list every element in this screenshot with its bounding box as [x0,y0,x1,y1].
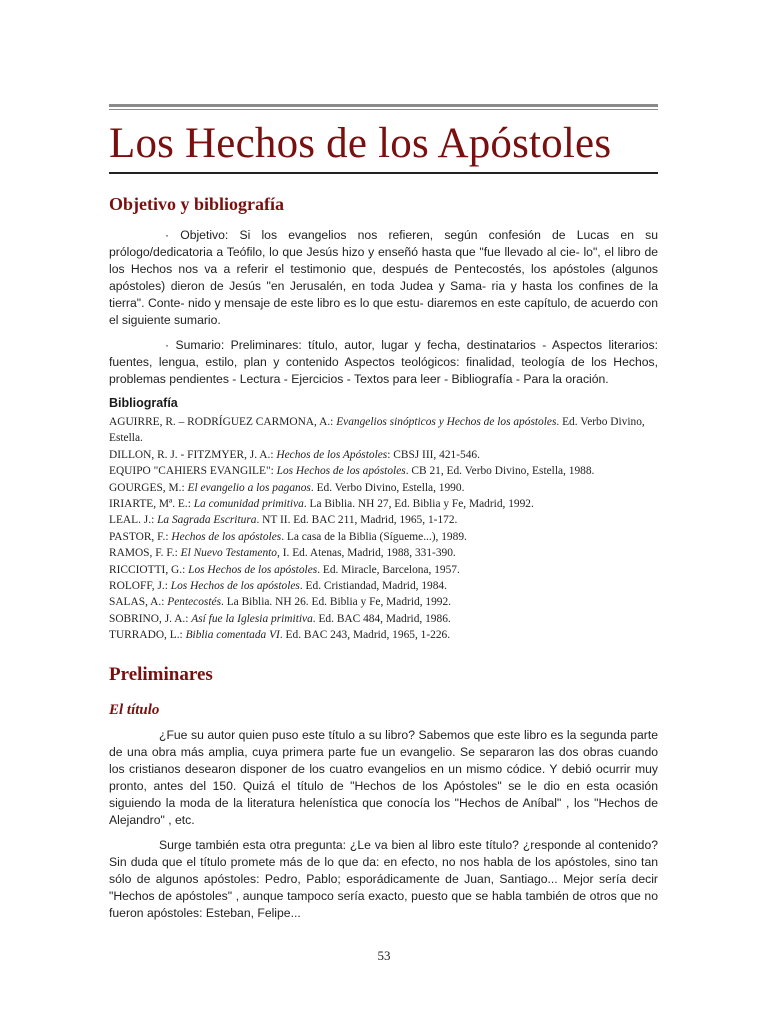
section-heading-objetivo: Objetivo y bibliografía [109,194,284,214]
bibliography-details: . Ed. Verbo Divino, Estella, 1990. [310,481,465,494]
page-title: Los Hechos de los Apóstoles [109,120,612,167]
bibliography-heading: Bibliografía [109,396,178,410]
bibliography-author: LEAL. J.: [109,514,158,527]
title-bottom-rule [109,172,658,174]
title-top-rule [109,104,658,110]
bibliography-entry [109,611,658,627]
bibliography-details: . NT II. Ed. BAC 211, Madrid, 1965, 1-172. [256,514,458,527]
bibliography-title: Los Hechos de los apóstoles [276,465,406,478]
bibliography-title: Hechos de los Apóstoles [276,448,388,461]
bibliography-title: Los Hechos de los apóstoles [170,580,300,593]
page-number: 53 [377,948,391,963]
bibliography-details: . La Biblia. NH 27, Ed. Biblia y Fe, Madrid, 1992. [303,498,534,511]
bibliography-author: RICCIOTTI, G.: [109,563,189,576]
page-body [109,104,658,930]
bibliography-author: PASTOR, F.: [109,530,172,543]
bibliography-title: La Sagrada Escritura [157,514,257,527]
bibliography-author: GOURGES, M.: [109,481,188,494]
bibliography-title: Pentecostés [167,596,222,609]
bibliography-entry [109,529,658,545]
bibliography-entry [109,545,658,561]
bibliography-entry [109,480,658,496]
bibliography-details: . Ed. Miracle, Barcelona, 1957. [317,563,460,576]
bibliography-details: . La Biblia. NH 26. Ed. Biblia y Fe, Madrid, 1992. [221,596,452,609]
bibliography-details: , I. Ed. Atenas, Madrid, 1988, 331-390. [277,547,456,560]
bibliography-entry [109,414,658,447]
bibliography-list [109,414,658,644]
bibliography-author: EQUIPO "CAHIERS EVANGILE": [109,465,277,478]
bibliography-title: El evangelio a los paganos [187,481,311,494]
bibliography-title: Biblia comentada VI [185,629,280,642]
bibliography-author: AGUIRRE, R. – RODRÍGUEZ CARMONA, A.: [109,416,337,428]
section-heading-preliminares: Preliminares [109,663,213,685]
bibliography-entry [109,447,658,463]
bibliography-author: IRIARTE, Mª. E.: [109,498,194,511]
titulo-paragraph-1: ¿Fue su autor quien puso este título a su libro? Sabemos que este libro es la segunda parte de una obra más amplia, cuya primera parte fue un evangelio. Se separaron las dos obras cuando los cristianos desearon disponer de los cuatro evangelios en un mismo códice. Y debió ocurrir muy pronto, antes del 150. Quizá el título de "Hechos de los Apóstoles" se le dio en esta ocasión siguiendo la moda de la literatura helenística que conocía los "Hechos de Aníbal" , los "Hechos de Alejandro" , etc. [109,727,658,827]
bibliography-author: RAMOS, F. F.: [109,547,181,560]
bibliography-details: . Ed. Verbo Divino, Estella. [109,416,645,445]
bibliography-author: SALAS, A.: [109,596,168,609]
bibliography-entry [109,594,658,610]
sumario-paragraph: · Sumario: Preliminares: título, autor, lugar y fecha, destinatarios - Aspectos literarios: fuentes, lengua, estilo, plan y contenido Aspectos teológicos: finalidad, teología de los Hechos, problemas pendientes - Lectura - Ejercicios - Textos para leer - Bibliografía - Para la oración. [109,338,658,386]
bibliography-details: . La casa de la Biblia (Sígueme...), 1989. [281,530,467,543]
bibliography-title: Evangelios sinópticos y Hechos de los apóstoles [336,416,557,428]
bibliography-author: DILLON, R. J. - FITZMYER, J. A.: [109,448,277,461]
bibliography-details: : CBSJ III, 421-546. [387,448,480,461]
bibliography-author: TURRADO, L.: [109,629,186,642]
subheading-titulo: El título [109,701,160,718]
bibliography-details: . Ed. BAC 243, Madrid, 1965, 1-226. [279,629,451,642]
bibliography-details: . Ed. BAC 484, Madrid, 1986. [312,612,451,625]
bibliography-title: La comunidad primitiva [193,498,304,511]
bibliography-entry [109,627,658,643]
bibliography-details: . CB 21, Ed. Verbo Divino, Estella, 1988. [405,465,595,478]
bibliography-title: Los Hechos de los apóstoles [188,563,318,576]
bibliography-entry [109,578,658,594]
bibliography-details: . Ed. Cristiandad, Madrid, 1984. [299,580,447,593]
bibliography-title: Hechos de los apóstoles [171,530,282,543]
bibliography-author: SOBRINO, J. A.: [109,612,192,625]
bibliography-entry [109,512,658,528]
titulo-paragraph-2: Surge también esta otra pregunta: ¿Le va bien al libro este título? ¿responde al contenido? Sin duda que el título promete más de lo que da: en efecto, no nos habla de los apóstoles, sino tan sólo de algunos apóstoles: Pedro, Pablo; esporádicamente de Juan, Santiago... Mejor sería decir "Hechos de apóstoles" , aunque tampoco sería exacto, puesto que se habla también de otros que no fueron apóstoles: Esteban, Felipe... [109,837,658,920]
bibliography-entry [109,463,658,479]
objetivo-paragraph: · Objetivo: Si los evangelios nos refieren, según confesión de Lucas en su prólogo/dedicatoria a Teófilo, lo que Jesús hizo y enseñó hasta que "fue llevado al cie- lo", el libro de los Hechos nos va a referir el testimonio que, después de Pentecostés, los apóstoles (algunos apóstoles) dieron de Jesús "en Jerusalén, en toda Judea y Sama- ria y hasta los confines de la tierra". Conte- nido y mensaje de este libro es lo que estu- diaremos en este capítulo, de acuerdo con el siguiente sumario. [109,228,658,327]
bibliography-title: El Nuevo Testamento [180,547,278,560]
bibliography-entry [109,496,658,512]
bibliography-title: Así fue la Iglesia primitiva [191,612,313,625]
bibliography-author: ROLOFF, J.: [109,580,171,593]
bibliography-entry [109,562,658,578]
